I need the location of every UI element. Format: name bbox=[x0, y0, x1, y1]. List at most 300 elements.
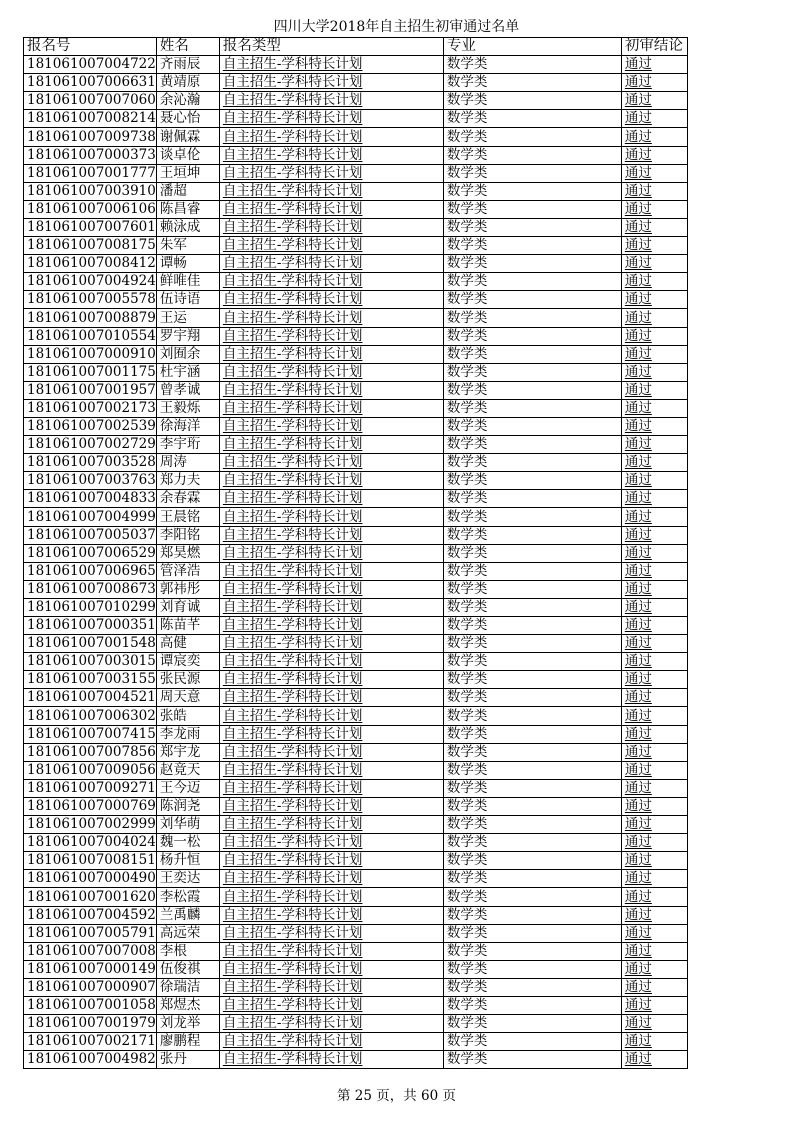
table-row bbox=[24, 291, 688, 309]
major-cell: 数学类 bbox=[443, 92, 621, 110]
major-cell: 数学类 bbox=[443, 924, 621, 942]
registration-number-cell: 181061007008412 bbox=[24, 255, 157, 273]
registration-number-cell: 181061007001777 bbox=[24, 164, 157, 182]
registration-number-cell: 181061007001175 bbox=[24, 363, 157, 381]
name-cell: 魏一松 bbox=[156, 834, 219, 852]
registration-number-cell: 181061007001957 bbox=[24, 381, 157, 399]
name-cell: 高远荣 bbox=[156, 924, 219, 942]
application-type-cell: 自主招生-学科特长计划 bbox=[219, 436, 443, 454]
major-cell: 数学类 bbox=[443, 852, 621, 870]
name-cell: 李龙雨 bbox=[156, 725, 219, 743]
registration-number-cell: 181061007009271 bbox=[24, 779, 157, 797]
application-type-cell: 自主招生-学科特长计划 bbox=[219, 743, 443, 761]
application-type-cell: 自主招生-学科特长计划 bbox=[219, 110, 443, 128]
conclusion-cell: 通过 bbox=[621, 635, 687, 653]
table-row bbox=[24, 255, 688, 273]
conclusion-cell: 通过 bbox=[621, 707, 687, 725]
registration-number-cell: 181061007004999 bbox=[24, 508, 157, 526]
conclusion-cell: 通过 bbox=[621, 779, 687, 797]
conclusion-cell: 通过 bbox=[621, 1033, 687, 1051]
name-cell: 王毅烁 bbox=[156, 399, 219, 417]
application-type-cell: 自主招生-学科特长计划 bbox=[219, 255, 443, 273]
name-cell: 赖泳成 bbox=[156, 218, 219, 236]
major-cell: 数学类 bbox=[443, 870, 621, 888]
major-cell: 数学类 bbox=[443, 743, 621, 761]
application-type-cell: 自主招生-学科特长计划 bbox=[219, 562, 443, 580]
table-row bbox=[24, 580, 688, 598]
conclusion-cell: 通过 bbox=[621, 345, 687, 363]
application-type-cell: 自主招生-学科特长计划 bbox=[219, 454, 443, 472]
table-row bbox=[24, 146, 688, 164]
application-type-cell: 自主招生-学科特长计划 bbox=[219, 834, 443, 852]
name-cell: 谭畅 bbox=[156, 255, 219, 273]
name-cell: 张皓 bbox=[156, 707, 219, 725]
table-row bbox=[24, 942, 688, 960]
application-type-cell: 自主招生-学科特长计划 bbox=[219, 960, 443, 978]
application-type-cell: 自主招生-学科特长计划 bbox=[219, 942, 443, 960]
table-row bbox=[24, 273, 688, 291]
registration-number-cell: 181061007000910 bbox=[24, 345, 157, 363]
name-cell: 李根 bbox=[156, 942, 219, 960]
name-cell: 朱军 bbox=[156, 237, 219, 255]
application-type-cell: 自主招生-学科特长计划 bbox=[219, 1051, 443, 1069]
application-type-cell: 自主招生-学科特长计划 bbox=[219, 146, 443, 164]
conclusion-cell: 通过 bbox=[621, 454, 687, 472]
name-cell: 王运 bbox=[156, 309, 219, 327]
name-cell: 管泽浩 bbox=[156, 562, 219, 580]
conclusion-cell: 通过 bbox=[621, 834, 687, 852]
name-cell: 周涛 bbox=[156, 454, 219, 472]
conclusion-cell: 通过 bbox=[621, 544, 687, 562]
registration-number-cell: 181061007000907 bbox=[24, 978, 157, 996]
major-cell: 数学类 bbox=[443, 417, 621, 435]
registration-number-cell: 181061007006106 bbox=[24, 200, 157, 218]
name-cell: 兰禹麟 bbox=[156, 906, 219, 924]
major-cell: 数学类 bbox=[443, 580, 621, 598]
name-cell: 周天意 bbox=[156, 689, 219, 707]
application-type-cell: 自主招生-学科特长计划 bbox=[219, 689, 443, 707]
registration-number-cell: 181061007004521 bbox=[24, 689, 157, 707]
table-row bbox=[24, 797, 688, 815]
name-cell: 郑昊燃 bbox=[156, 544, 219, 562]
conclusion-cell: 通过 bbox=[621, 291, 687, 309]
application-type-cell: 自主招生-学科特长计划 bbox=[219, 816, 443, 834]
name-cell: 王晨铭 bbox=[156, 508, 219, 526]
name-cell: 罗宇翔 bbox=[156, 327, 219, 345]
table-row bbox=[24, 1051, 688, 1069]
application-type-cell: 自主招生-学科特长计划 bbox=[219, 761, 443, 779]
registration-number-cell: 181061007005791 bbox=[24, 924, 157, 942]
major-cell: 数学类 bbox=[443, 761, 621, 779]
name-cell: 聂心怡 bbox=[156, 110, 219, 128]
application-type-cell: 自主招生-学科特长计划 bbox=[219, 164, 443, 182]
table-row bbox=[24, 399, 688, 417]
major-cell: 数学类 bbox=[443, 562, 621, 580]
application-type-cell: 自主招生-学科特长计划 bbox=[219, 635, 443, 653]
application-type-cell: 自主招生-学科特长计划 bbox=[219, 852, 443, 870]
conclusion-cell: 通过 bbox=[621, 906, 687, 924]
name-cell: 赵竟天 bbox=[156, 761, 219, 779]
table-row bbox=[24, 671, 688, 689]
major-cell: 数学类 bbox=[443, 906, 621, 924]
page-footer: 第 25 页，共 60 页 bbox=[336, 1088, 457, 1104]
table-row bbox=[24, 852, 688, 870]
registration-number-cell: 181061007004924 bbox=[24, 273, 157, 291]
name-cell: 潘超 bbox=[156, 182, 219, 200]
registration-number-cell: 181061007001058 bbox=[24, 996, 157, 1014]
name-cell: 杜宇涵 bbox=[156, 363, 219, 381]
registration-number-cell: 181061007001620 bbox=[24, 888, 157, 906]
table-row bbox=[24, 309, 688, 327]
name-cell: 王今迈 bbox=[156, 779, 219, 797]
conclusion-cell: 通过 bbox=[621, 490, 687, 508]
name-cell: 郑力夫 bbox=[156, 472, 219, 490]
registration-number-cell: 181061007007415 bbox=[24, 725, 157, 743]
conclusion-cell: 通过 bbox=[621, 924, 687, 942]
application-type-cell: 自主招生-学科特长计划 bbox=[219, 218, 443, 236]
table-row bbox=[24, 454, 688, 472]
application-type-cell: 自主招生-学科特长计划 bbox=[219, 417, 443, 435]
conclusion-cell: 通过 bbox=[621, 218, 687, 236]
registration-number-cell: 181061007008214 bbox=[24, 110, 157, 128]
application-type-cell: 自主招生-学科特长计划 bbox=[219, 273, 443, 291]
table-row bbox=[24, 725, 688, 743]
major-cell: 数学类 bbox=[443, 689, 621, 707]
name-cell: 伍俊祺 bbox=[156, 960, 219, 978]
conclusion-cell: 通过 bbox=[621, 508, 687, 526]
conclusion-cell: 通过 bbox=[621, 399, 687, 417]
name-cell: 谭宸奕 bbox=[156, 653, 219, 671]
major-cell: 数学类 bbox=[443, 725, 621, 743]
conclusion-cell: 通过 bbox=[621, 888, 687, 906]
major-cell: 数学类 bbox=[443, 816, 621, 834]
application-type-cell: 自主招生-学科特长计划 bbox=[219, 399, 443, 417]
major-cell: 数学类 bbox=[443, 508, 621, 526]
registration-number-cell: 181061007009738 bbox=[24, 128, 157, 146]
major-cell: 数学类 bbox=[443, 526, 621, 544]
table-row bbox=[24, 436, 688, 454]
conclusion-cell: 通过 bbox=[621, 92, 687, 110]
major-cell: 数学类 bbox=[443, 309, 621, 327]
major-cell: 数学类 bbox=[443, 490, 621, 508]
application-type-cell: 自主招生-学科特长计划 bbox=[219, 472, 443, 490]
name-cell: 黄靖原 bbox=[156, 74, 219, 92]
conclusion-cell: 通过 bbox=[621, 996, 687, 1014]
name-cell: 伍诗语 bbox=[156, 291, 219, 309]
conclusion-cell: 通过 bbox=[621, 960, 687, 978]
registration-number-cell: 181061007002171 bbox=[24, 1033, 157, 1051]
table-row bbox=[24, 598, 688, 616]
conclusion-cell: 通过 bbox=[621, 237, 687, 255]
major-cell: 数学类 bbox=[443, 327, 621, 345]
conclusion-cell: 通过 bbox=[621, 1015, 687, 1033]
registration-number-cell: 181061007000351 bbox=[24, 617, 157, 635]
name-cell: 李阳铭 bbox=[156, 526, 219, 544]
major-cell: 数学类 bbox=[443, 888, 621, 906]
registration-number-cell: 181061007008175 bbox=[24, 237, 157, 255]
table-row bbox=[24, 490, 688, 508]
major-cell: 数学类 bbox=[443, 472, 621, 490]
name-cell: 张民源 bbox=[156, 671, 219, 689]
major-cell: 数学类 bbox=[443, 1015, 621, 1033]
major-cell: 数学类 bbox=[443, 74, 621, 92]
name-cell: 陈昌睿 bbox=[156, 200, 219, 218]
registration-number-cell: 181061007009056 bbox=[24, 761, 157, 779]
major-cell: 数学类 bbox=[443, 291, 621, 309]
conclusion-cell: 通过 bbox=[621, 363, 687, 381]
registration-number-cell: 181061007004592 bbox=[24, 906, 157, 924]
table-row bbox=[24, 924, 688, 942]
application-type-cell: 自主招生-学科特长计划 bbox=[219, 978, 443, 996]
name-cell: 高健 bbox=[156, 635, 219, 653]
major-cell: 数学类 bbox=[443, 237, 621, 255]
application-type-cell: 自主招生-学科特长计划 bbox=[219, 797, 443, 815]
application-type-cell: 自主招生-学科特长计划 bbox=[219, 363, 443, 381]
application-type-cell: 自主招生-学科特长计划 bbox=[219, 617, 443, 635]
column-header-application-type: 报名类型 bbox=[219, 38, 443, 56]
registration-number-cell: 181061007004024 bbox=[24, 834, 157, 852]
major-cell: 数学类 bbox=[443, 345, 621, 363]
name-cell: 郑煜杰 bbox=[156, 996, 219, 1014]
table-row bbox=[24, 562, 688, 580]
table-row bbox=[24, 888, 688, 906]
conclusion-cell: 通过 bbox=[621, 870, 687, 888]
major-cell: 数学类 bbox=[443, 363, 621, 381]
major-cell: 数学类 bbox=[443, 436, 621, 454]
major-cell: 数学类 bbox=[443, 110, 621, 128]
table-row bbox=[24, 960, 688, 978]
column-header-conclusion: 初审结论 bbox=[621, 38, 687, 56]
registration-number-cell: 181061007002539 bbox=[24, 417, 157, 435]
conclusion-cell: 通过 bbox=[621, 725, 687, 743]
conclusion-cell: 通过 bbox=[621, 110, 687, 128]
name-cell: 王奕达 bbox=[156, 870, 219, 888]
conclusion-cell: 通过 bbox=[621, 327, 687, 345]
conclusion-cell: 通过 bbox=[621, 761, 687, 779]
table-row bbox=[24, 472, 688, 490]
application-type-cell: 自主招生-学科特长计划 bbox=[219, 653, 443, 671]
conclusion-cell: 通过 bbox=[621, 978, 687, 996]
conclusion-cell: 通过 bbox=[621, 146, 687, 164]
conclusion-cell: 通过 bbox=[621, 653, 687, 671]
conclusion-cell: 通过 bbox=[621, 182, 687, 200]
major-cell: 数学类 bbox=[443, 128, 621, 146]
conclusion-cell: 通过 bbox=[621, 816, 687, 834]
major-cell: 数学类 bbox=[443, 960, 621, 978]
major-cell: 数学类 bbox=[443, 617, 621, 635]
table-row bbox=[24, 1015, 688, 1033]
name-cell: 刘华萌 bbox=[156, 816, 219, 834]
application-type-cell: 自主招生-学科特长计划 bbox=[219, 291, 443, 309]
table-row bbox=[24, 218, 688, 236]
admission-list-table bbox=[23, 37, 688, 1069]
major-cell: 数学类 bbox=[443, 1051, 621, 1069]
major-cell: 数学类 bbox=[443, 273, 621, 291]
application-type-cell: 自主招生-学科特长计划 bbox=[219, 707, 443, 725]
registration-number-cell: 181061007003015 bbox=[24, 653, 157, 671]
name-cell: 刘囿余 bbox=[156, 345, 219, 363]
name-cell: 刘育诚 bbox=[156, 598, 219, 616]
table-row bbox=[24, 816, 688, 834]
table-header-row bbox=[24, 38, 688, 56]
registration-number-cell: 181061007008151 bbox=[24, 852, 157, 870]
name-cell: 李松霞 bbox=[156, 888, 219, 906]
registration-number-cell: 181061007003910 bbox=[24, 182, 157, 200]
application-type-cell: 自主招生-学科特长计划 bbox=[219, 327, 443, 345]
major-cell: 数学类 bbox=[443, 200, 621, 218]
registration-number-cell: 181061007006302 bbox=[24, 707, 157, 725]
document-title: 四川大学2018年自主招生初审通过名单 bbox=[273, 19, 520, 35]
major-cell: 数学类 bbox=[443, 635, 621, 653]
column-header-major: 专业 bbox=[443, 38, 621, 56]
conclusion-cell: 通过 bbox=[621, 1051, 687, 1069]
application-type-cell: 自主招生-学科特长计划 bbox=[219, 381, 443, 399]
major-cell: 数学类 bbox=[443, 671, 621, 689]
name-cell: 陈润尧 bbox=[156, 797, 219, 815]
application-type-cell: 自主招生-学科特长计划 bbox=[219, 74, 443, 92]
conclusion-cell: 通过 bbox=[621, 743, 687, 761]
major-cell: 数学类 bbox=[443, 218, 621, 236]
major-cell: 数学类 bbox=[443, 399, 621, 417]
major-cell: 数学类 bbox=[443, 1033, 621, 1051]
conclusion-cell: 通过 bbox=[621, 381, 687, 399]
name-cell: 鲜唯佳 bbox=[156, 273, 219, 291]
registration-number-cell: 181061007004722 bbox=[24, 56, 157, 74]
table-row bbox=[24, 544, 688, 562]
conclusion-cell: 通过 bbox=[621, 671, 687, 689]
table-row bbox=[24, 653, 688, 671]
registration-number-cell: 181061007004982 bbox=[24, 1051, 157, 1069]
application-type-cell: 自主招生-学科特长计划 bbox=[219, 598, 443, 616]
major-cell: 数学类 bbox=[443, 544, 621, 562]
name-cell: 余春霖 bbox=[156, 490, 219, 508]
name-cell: 李宇珩 bbox=[156, 436, 219, 454]
registration-number-cell: 181061007006631 bbox=[24, 74, 157, 92]
table-row bbox=[24, 182, 688, 200]
registration-number-cell: 181061007001979 bbox=[24, 1015, 157, 1033]
registration-number-cell: 181061007007060 bbox=[24, 92, 157, 110]
application-type-cell: 自主招生-学科特长计划 bbox=[219, 508, 443, 526]
registration-number-cell: 181061007003155 bbox=[24, 671, 157, 689]
registration-number-cell: 181061007006529 bbox=[24, 544, 157, 562]
conclusion-cell: 通过 bbox=[621, 436, 687, 454]
table-row bbox=[24, 237, 688, 255]
registration-number-cell: 181061007002729 bbox=[24, 436, 157, 454]
registration-number-cell: 181061007007601 bbox=[24, 218, 157, 236]
major-cell: 数学类 bbox=[443, 996, 621, 1014]
major-cell: 数学类 bbox=[443, 834, 621, 852]
conclusion-cell: 通过 bbox=[621, 417, 687, 435]
conclusion-cell: 通过 bbox=[621, 797, 687, 815]
name-cell: 谈卓伦 bbox=[156, 146, 219, 164]
registration-number-cell: 181061007002173 bbox=[24, 399, 157, 417]
major-cell: 数学类 bbox=[443, 653, 621, 671]
table-row bbox=[24, 200, 688, 218]
table-row bbox=[24, 996, 688, 1014]
table-row bbox=[24, 110, 688, 128]
application-type-cell: 自主招生-学科特长计划 bbox=[219, 345, 443, 363]
name-cell: 张丹 bbox=[156, 1051, 219, 1069]
registration-number-cell: 181061007000490 bbox=[24, 870, 157, 888]
registration-number-cell: 181061007005037 bbox=[24, 526, 157, 544]
name-cell: 郭祎彤 bbox=[156, 580, 219, 598]
conclusion-cell: 通过 bbox=[621, 273, 687, 291]
conclusion-cell: 通过 bbox=[621, 309, 687, 327]
conclusion-cell: 通过 bbox=[621, 74, 687, 92]
application-type-cell: 自主招生-学科特长计划 bbox=[219, 128, 443, 146]
table-row bbox=[24, 327, 688, 345]
conclusion-cell: 通过 bbox=[621, 852, 687, 870]
table-row bbox=[24, 707, 688, 725]
application-type-cell: 自主招生-学科特长计划 bbox=[219, 526, 443, 544]
registration-number-cell: 181061007010554 bbox=[24, 327, 157, 345]
registration-number-cell: 181061007007856 bbox=[24, 743, 157, 761]
registration-number-cell: 181061007003528 bbox=[24, 454, 157, 472]
application-type-cell: 自主招生-学科特长计划 bbox=[219, 888, 443, 906]
conclusion-cell: 通过 bbox=[621, 56, 687, 74]
application-type-cell: 自主招生-学科特长计划 bbox=[219, 544, 443, 562]
registration-number-cell: 181061007000373 bbox=[24, 146, 157, 164]
conclusion-cell: 通过 bbox=[621, 942, 687, 960]
application-type-cell: 自主招生-学科特长计划 bbox=[219, 671, 443, 689]
major-cell: 数学类 bbox=[443, 56, 621, 74]
registration-number-cell: 181061007007008 bbox=[24, 942, 157, 960]
table-row bbox=[24, 870, 688, 888]
registration-number-cell: 181061007008673 bbox=[24, 580, 157, 598]
registration-number-cell: 181061007002999 bbox=[24, 816, 157, 834]
table-row bbox=[24, 689, 688, 707]
conclusion-cell: 通过 bbox=[621, 689, 687, 707]
application-type-cell: 自主招生-学科特长计划 bbox=[219, 580, 443, 598]
table-row bbox=[24, 381, 688, 399]
name-cell: 曾孝诚 bbox=[156, 381, 219, 399]
name-cell: 谢佩霖 bbox=[156, 128, 219, 146]
major-cell: 数学类 bbox=[443, 381, 621, 399]
application-type-cell: 自主招生-学科特长计划 bbox=[219, 182, 443, 200]
table-row bbox=[24, 743, 688, 761]
application-type-cell: 自主招生-学科特长计划 bbox=[219, 200, 443, 218]
application-type-cell: 自主招生-学科特长计划 bbox=[219, 924, 443, 942]
conclusion-cell: 通过 bbox=[621, 617, 687, 635]
table-row bbox=[24, 508, 688, 526]
application-type-cell: 自主招生-学科特长计划 bbox=[219, 779, 443, 797]
major-cell: 数学类 bbox=[443, 779, 621, 797]
application-type-cell: 自主招生-学科特长计划 bbox=[219, 1015, 443, 1033]
application-type-cell: 自主招生-学科特长计划 bbox=[219, 490, 443, 508]
major-cell: 数学类 bbox=[443, 942, 621, 960]
major-cell: 数学类 bbox=[443, 454, 621, 472]
conclusion-cell: 通过 bbox=[621, 598, 687, 616]
registration-number-cell: 181061007005578 bbox=[24, 291, 157, 309]
registration-number-cell: 181061007006965 bbox=[24, 562, 157, 580]
name-cell: 郑宇龙 bbox=[156, 743, 219, 761]
registration-number-cell: 181061007000149 bbox=[24, 960, 157, 978]
name-cell: 陈苗芊 bbox=[156, 617, 219, 635]
table-row bbox=[24, 74, 688, 92]
name-cell: 徐海洋 bbox=[156, 417, 219, 435]
table-row bbox=[24, 92, 688, 110]
major-cell: 数学类 bbox=[443, 255, 621, 273]
major-cell: 数学类 bbox=[443, 598, 621, 616]
application-type-cell: 自主招生-学科特长计划 bbox=[219, 56, 443, 74]
conclusion-cell: 通过 bbox=[621, 472, 687, 490]
table-row bbox=[24, 906, 688, 924]
registration-number-cell: 181061007004833 bbox=[24, 490, 157, 508]
application-type-cell: 自主招生-学科特长计划 bbox=[219, 906, 443, 924]
table-row bbox=[24, 617, 688, 635]
table-row bbox=[24, 635, 688, 653]
table-row bbox=[24, 345, 688, 363]
